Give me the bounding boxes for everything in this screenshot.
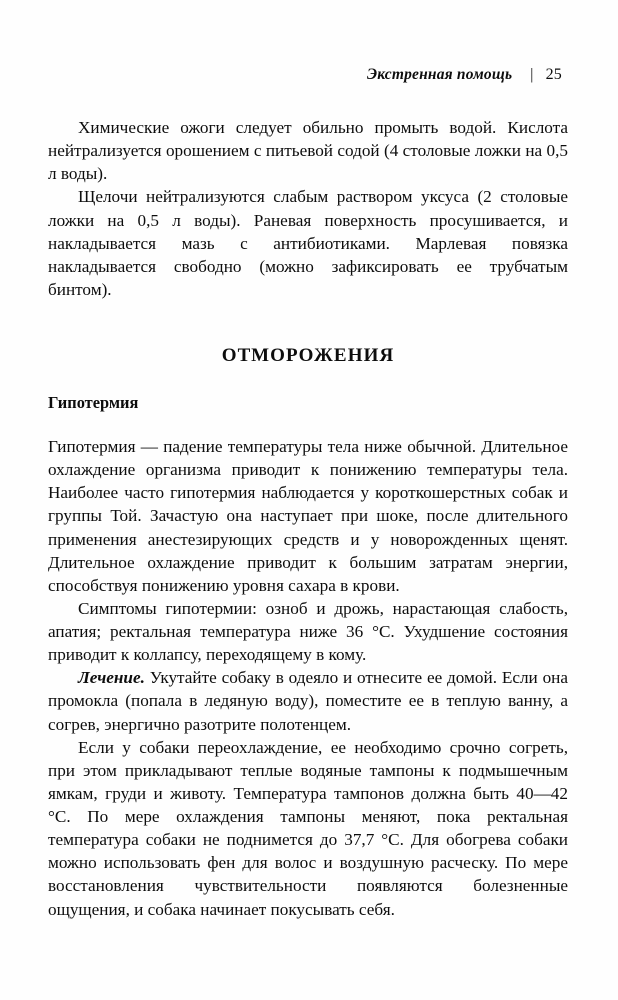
paragraph-overcooling: Если у собаки переохлаждение, ее необходимо срочно согреть, при этом прикладывают теплые водяные тампоны к подмышечным ямкам, груди и животу. Температура тампонов должна быть 40—42 °С. По мере охлаждения тампоны меняют, пока ректальная температура собаки не поднимется до 37,7 °С. Для обогрева собаки можно использовать фен для волос и воздушную расческу. По мере восстановления чувствительности появляются болезненные ощущения, и собака начинает покусывать себя. <box>48 737 568 919</box>
paragraph-symptoms: Симптомы гипотермии: озноб и дрожь, нарастающая слабость, апатия; ректальная температура ниже 36 °С. Ухудшение состояния приводит к коллапсу, переходящему в кому. <box>48 598 568 665</box>
run-in-heading-treatment: Лечение. <box>78 668 145 688</box>
subsection-heading: Гипотермия <box>48 393 139 412</box>
paragraph-hypothermia-definition: Гипотермия — падение температуры тела ниже обычной. Длительное охлаждение организма приводит к понижению температуры тела. Наиболее часто гипотермия наблюдается у короткошерстных собак и группы Той. Зачастую она наступает при шоке, после длительного применения анестезирующих средств и у новорожденных щенят. Длительное охлаждение приводит к большим затратам энергии, способствуя понижению уровня сахара в крови. <box>48 437 568 595</box>
paragraph-chemical-burns: Химические ожоги следует обильно промыть водой. Кислота нейтрализуется орошением с питьевой содой (4 столовые ложки на 0,5 л воды). <box>48 118 568 184</box>
paragraph-alkali: Щелочи нейтрализуются слабым раствором уксуса (2 столовые ложки на 0,5 л воды). Раневая поверхность просушивается, и накладывается мазь с антибиотиками. Марлевая повязка накладывается свободно (можно зафиксировать ее трубчатым бинтом). <box>48 187 568 299</box>
page-number: 25 <box>545 66 562 83</box>
running-head-separator: | <box>530 66 534 83</box>
section-title: ОТМОРОЖЕНИЯ <box>221 345 395 366</box>
running-head-title: Экстренная помощь <box>366 66 513 83</box>
running-head <box>48 66 568 84</box>
paragraph-treatment <box>48 666 568 735</box>
page-content <box>48 66 568 921</box>
paragraph-treatment-text: Укутайте собаку в одеяло и отнесите ее домой. Если она промокла (попала в ледяную воду), поместите ее в теплую ванну, а согрев, энергично разотрите полотенцем. <box>48 668 568 734</box>
